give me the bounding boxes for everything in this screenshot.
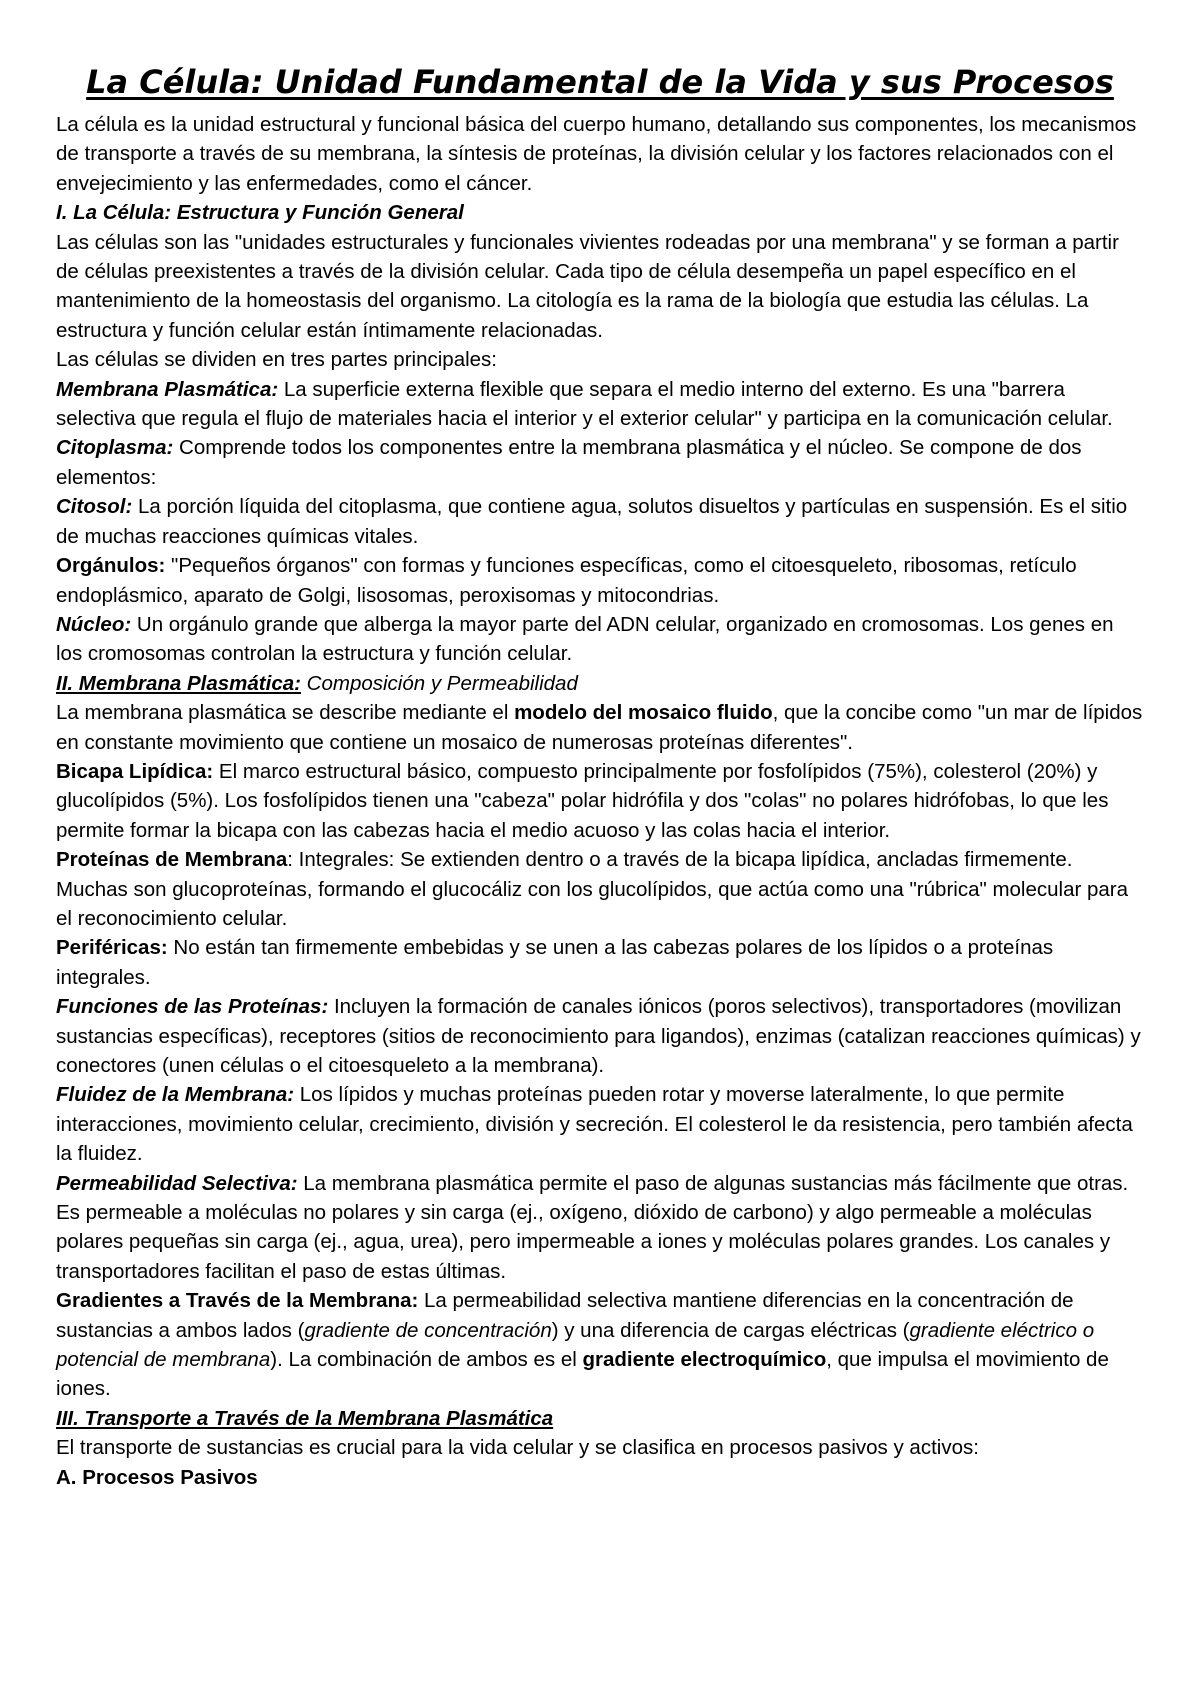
gradientes-text-e: ). La combinación de ambos es el	[270, 1348, 583, 1372]
membrana-term: Membrana Plasmática:	[56, 377, 279, 401]
section-3-heading: III. Transporte a Través de la Membrana Plasmática	[56, 1406, 554, 1430]
nucleo-item	[56, 610, 1144, 669]
fluidez-text: Los lípidos y muchas proteínas pueden rotar y moverse lateralmente, lo que permite interacciones, movimiento celular, crecimiento, división y secreción. El colesterol le da resistencia, pero también afecta la fluidez.	[56, 1083, 1133, 1166]
citosol-item	[56, 492, 1144, 551]
proteinas-term: Proteínas de Membrana	[56, 848, 288, 872]
proteinas-item	[56, 845, 1144, 933]
section-2-intro	[56, 698, 1144, 757]
bicapa-item	[56, 757, 1144, 845]
gradientes-item	[56, 1286, 1144, 1404]
gradientes-electrico: gradiente eléctrico o potencial de membrana	[56, 1318, 1095, 1372]
section-1-parts-intro: Las células se dividen en tres partes principales:	[56, 348, 497, 372]
organulos-item	[56, 551, 1144, 610]
funciones-item	[56, 992, 1144, 1080]
citoplasma-term: Citoplasma:	[56, 436, 174, 460]
section-2-heading-main: II. Membrana Plasmática:	[56, 671, 301, 695]
citoplasma-text: Comprende todos los componentes entre la membrana plasmática y el núcleo. Se compone de dos elementos:	[56, 436, 1082, 489]
permeabilidad-item	[56, 1169, 1144, 1287]
fluidez-item	[56, 1080, 1144, 1168]
gradientes-term: Gradientes a Través de la Membrana:	[56, 1289, 419, 1313]
section-2-heading	[56, 669, 1144, 698]
section-2-intro-a: La membrana plasmática se describe mediante el	[56, 701, 515, 725]
organulos-text: "Pequeños órganos" con formas y funciones específicas, como el citoesqueleto, ribosomas, retículo endoplásmico, aparato de Golgi, lisosomas, peroxisomas y mitocondrias.	[56, 554, 1077, 607]
organulos-term: Orgánulos:	[56, 554, 166, 578]
gradientes-concentracion: gradiente de concentración	[304, 1318, 552, 1342]
citosol-text: La porción líquida del citoplasma, que contiene agua, solutos disueltos y partículas en suspensión. Es el sitio de muchas reacciones químicas vitales.	[56, 495, 1128, 548]
citoplasma-item	[56, 433, 1144, 492]
document-title: La Célula: Unidad Fundamental de la Vida y sus Procesos	[86, 63, 1114, 101]
permeabilidad-term: Permeabilidad Selectiva:	[56, 1171, 298, 1195]
perifericas-item	[56, 933, 1144, 992]
membrana-text: La superficie externa flexible que separa el medio interno del externo. Es una "barrera selectiva que regula el flujo de materiales hacia el interior y el exterior celular" y participa en la comunicación celular.	[56, 377, 1113, 431]
nucleo-term: Núcleo:	[56, 612, 132, 636]
proteinas-text: : Integrales: Se extienden dentro o a través de la bicapa lipídica, ancladas firmemente. Muchas son glucoproteínas, formando el glucocáliz con los glucolípidos, que actúa como una "rúbrica" molecular para el reconocimiento celular.	[56, 848, 1129, 930]
gradiente-electroquimico-term: gradiente electroquímico	[582, 1348, 827, 1372]
intro-paragraph: La célula es la unidad estructural y funcional básica del cuerpo humano, detallando sus componentes, los mecanismos de transporte a través de su membrana, la síntesis de proteínas, la división celular y los factores relacionados con el envejecimiento y las enfermedades, como el cáncer.	[56, 113, 1137, 195]
nucleo-text: Un orgánulo grande que alberga la mayor parte del ADN celular, organizado en cromosomas. Los genes en los cromosomas controlan la estructura y función celular.	[56, 612, 1114, 666]
section-3-subheading: A. Procesos Pasivos	[56, 1465, 258, 1489]
section-2-heading-rest: Composición y Permeabilidad	[300, 671, 578, 695]
section-2-intro-c: , que la concibe como "un mar de lípidos en constante movimiento que contiene un mosaico de numerosas proteínas diferentes".	[56, 701, 1143, 754]
funciones-term: Funciones de las Proteínas:	[56, 995, 329, 1019]
gradientes-text-g: , que impulsa el movimiento de iones.	[56, 1348, 1109, 1401]
section-3-paragraph: El transporte de sustancias es crucial para la vida celular y se clasifica en procesos pasivos y activos:	[56, 1436, 979, 1460]
section-1-paragraph: Las células son las "unidades estructurales y funcionales vivientes rodeadas por una membrana" y se forman a partir de células preexistentes a través de la división celular. Cada tipo de célula desempeña un papel específico en el mantenimiento de la homeostasis del organismo. La citología es la rama de la biología que estudia las células. La estructura y función celular están íntimamente relacionadas.	[56, 230, 1119, 342]
perifericas-term: Periféricas:	[56, 936, 168, 960]
gradientes-text-a: La permeabilidad selectiva mantiene diferencias en la concentración de sustancias a ambos lados (	[56, 1289, 1074, 1342]
perifericas-text: No están tan firmemente embebidas y se unen a las cabezas polares de los lípidos o a proteínas integrales.	[56, 936, 1054, 989]
bicapa-text: El marco estructural básico, compuesto principalmente por fosfolípidos (75%), colesterol (20%) y glucolípidos (5%). Los fosfolípidos tienen una "cabeza" polar hidrófila y dos "colas" no polares hidrófobas, lo que les permite formar la bicapa con las cabezas hacia el medio acuoso y las colas hacia el interior.	[56, 759, 1109, 842]
section-1-heading: I. La Célula: Estructura y Función General	[56, 201, 464, 225]
membrana-item	[56, 375, 1144, 434]
gradientes-text-c: ) y una diferencia de cargas eléctricas (	[551, 1318, 910, 1342]
fluidez-term: Fluidez de la Membrana:	[56, 1083, 295, 1107]
citosol-term: Citosol:	[56, 495, 133, 519]
mosaic-model-term: modelo del mosaico fluido	[514, 701, 773, 725]
bicapa-term: Bicapa Lipídica:	[56, 759, 214, 783]
permeabilidad-text: La membrana plasmática permite el paso de algunas sustancias más fácilmente que otras. Es permeable a moléculas no polares y sin carga (ej., oxígeno, dióxido de carbono) y algo permeable a moléculas polares pequeñas sin carga (ej., agua, urea), pero impermeable a iones y moléculas polares grandes. Los canales y transportadores facilitan el paso de estas últimas.	[56, 1171, 1129, 1283]
funciones-text: Incluyen la formación de canales iónicos (poros selectivos), transportadores (movilizan sustancias específicas), receptores (sitios de reconocimiento para ligandos), enzimas (catalizan reacciones químicas) y conectores (unen células o el citoesqueleto a la membrana).	[56, 995, 1141, 1077]
